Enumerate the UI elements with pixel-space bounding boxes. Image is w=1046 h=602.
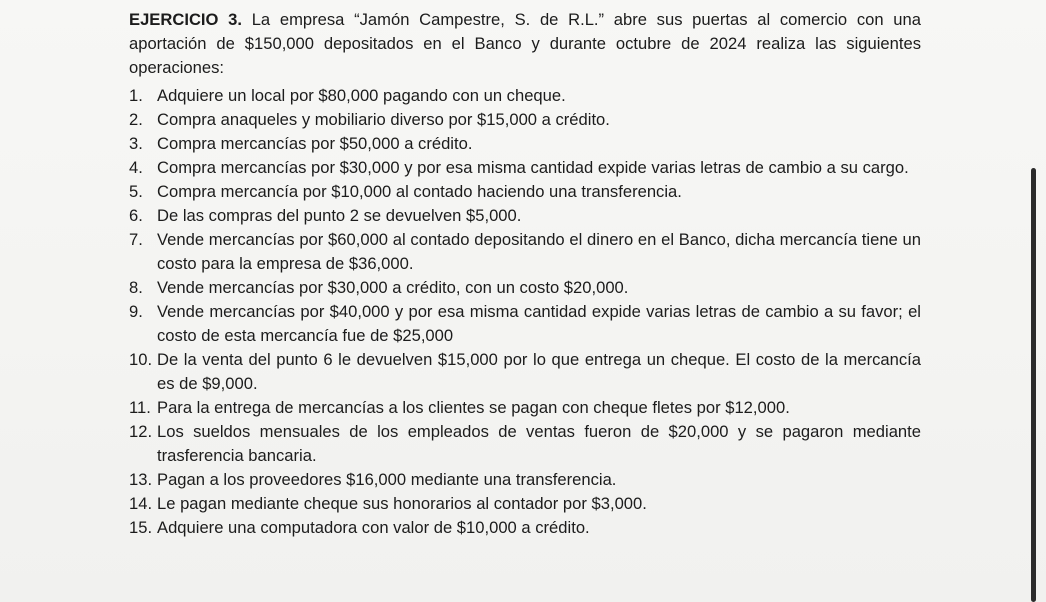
operation-text: De la venta del punto 6 le devuelven $15,000 por lo que entrega un cheque. El costo de la mercancía es de $9,000.: [157, 350, 921, 393]
operation-number: 1.: [129, 86, 143, 105]
operation-item: [129, 228, 921, 276]
operation-number: 12.: [129, 422, 153, 441]
operation-item: [129, 180, 921, 204]
operation-item: [129, 348, 921, 396]
operation-text: Pagan a los proveedores $16,000 mediante una transferencia.: [157, 470, 617, 489]
operation-item: [129, 108, 921, 132]
operation-text: Vende mercancías por $30,000 a crédito, con un costo $20,000.: [157, 278, 629, 297]
operation-item: [129, 156, 921, 180]
exercise-intro: [129, 8, 921, 80]
operation-number: 7.: [129, 230, 143, 249]
operation-number: 13.: [129, 470, 153, 489]
exercise-heading: EJERCICIO 3.: [129, 10, 242, 29]
operation-number: 5.: [129, 182, 143, 201]
operation-item: [129, 516, 921, 540]
operation-number: 8.: [129, 278, 143, 297]
operation-item: [129, 204, 921, 228]
operation-text: Compra mercancía por $10,000 al contado haciendo una transferencia.: [157, 182, 682, 201]
operation-text: Vende mercancías por $40,000 y por esa misma cantidad expide varias letras de cambio a su favor; el costo de esta mercancía fue de $25,000: [157, 302, 921, 345]
operations-list: [129, 84, 921, 540]
operation-item: [129, 84, 921, 108]
operation-item: [129, 300, 921, 348]
exercise-intro-text: La empresa “Jamón Campestre, S. de R.L.” abre sus puertas al comercio con una aportación de $150,000 depositados en el Banco y durante octubre de 2024 realiza las siguientes operaciones:: [129, 10, 921, 77]
operation-text: De las compras del punto 2 se devuelven $5,000.: [157, 206, 522, 225]
operation-item: [129, 468, 921, 492]
operation-number: 2.: [129, 110, 143, 129]
operation-number: 11.: [129, 398, 151, 417]
operation-item: [129, 132, 921, 156]
operation-text: Compra anaqueles y mobiliario diverso por $15,000 a crédito.: [157, 110, 610, 129]
operation-number: 15.: [129, 518, 153, 537]
operation-item: [129, 396, 921, 420]
operation-number: 4.: [129, 158, 143, 177]
operation-number: 9.: [129, 302, 143, 321]
operation-text: Para la entrega de mercancías a los clientes se pagan con cheque fletes por $12,000.: [157, 398, 790, 417]
operation-text: Compra mercancías por $50,000 a crédito.: [157, 134, 473, 153]
exercise-content: [129, 8, 921, 540]
operation-text: Vende mercancías por $60,000 al contado depositando el dinero en el Banco, dicha mercancía tiene un costo para la empresa de $36,000.: [157, 230, 921, 273]
operation-item: [129, 276, 921, 300]
operation-item: [129, 420, 921, 468]
operation-text: Adquiere un local por $80,000 pagando con un cheque.: [157, 86, 566, 105]
operation-text: Compra mercancías por $30,000 y por esa misma cantidad expide varias letras de cambio a su cargo.: [157, 158, 909, 177]
operation-number: 14.: [129, 494, 153, 513]
operation-number: 3.: [129, 134, 143, 153]
operation-text: Adquiere una computadora con valor de $10,000 a crédito.: [157, 518, 590, 537]
operation-item: [129, 492, 921, 516]
operation-number: 6.: [129, 206, 143, 225]
operation-text: Le pagan mediante cheque sus honorarios al contador por $3,000.: [157, 494, 647, 513]
scrollbar[interactable]: [1031, 168, 1036, 602]
operation-number: 10.: [129, 350, 153, 369]
operation-text: Los sueldos mensuales de los empleados de ventas fueron de $20,000 y se pagaron mediante trasferencia bancaria.: [157, 422, 921, 465]
